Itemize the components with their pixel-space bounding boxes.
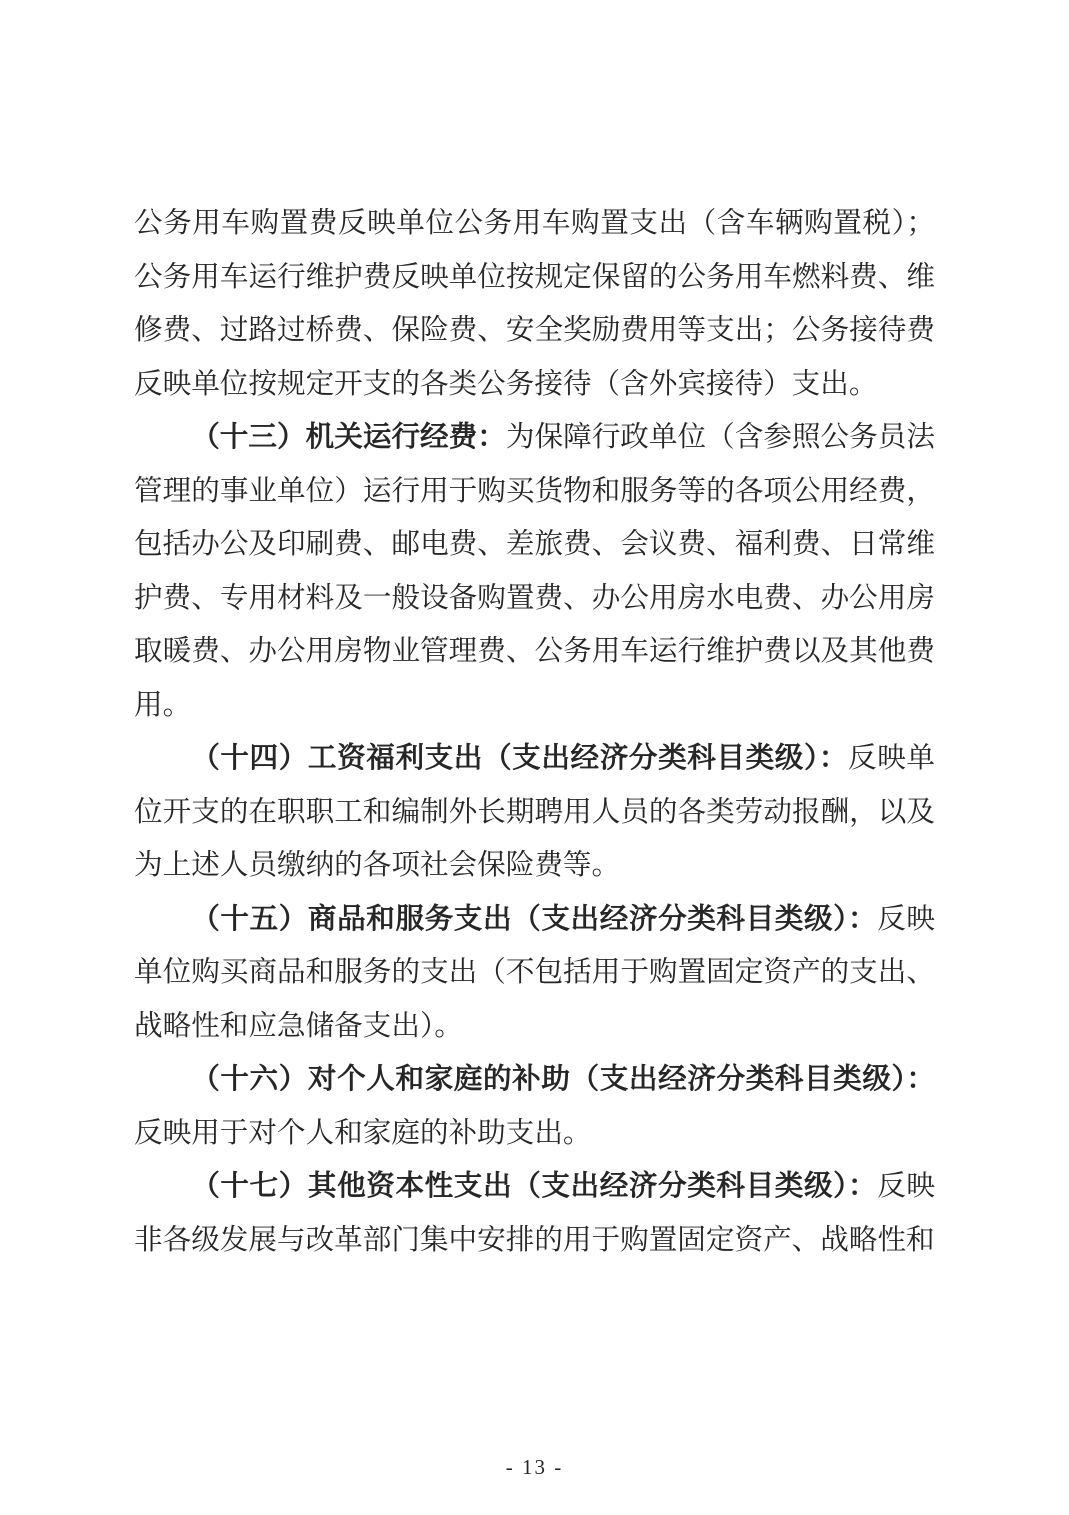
paragraph xyxy=(134,732,935,893)
paragraph xyxy=(134,1053,935,1160)
term-heading: （十三）机关运行经费： xyxy=(191,422,506,453)
paragraph xyxy=(134,197,935,411)
paragraph xyxy=(134,411,935,732)
document-body xyxy=(134,197,935,1267)
paragraph-text: 反映用于对个人和家庭的补助支出。 xyxy=(134,1117,592,1149)
paragraph-text: 反映单位购买商品和服务的支出（不包括用于购置固定资产的支出、战略性和应急储备支出）。 xyxy=(134,903,935,1042)
page-number: - 13 - xyxy=(505,1455,564,1479)
term-heading: （十五）商品和服务支出（支出经济分类科目类级）： xyxy=(191,903,878,935)
term-heading: （十六）对个人和家庭的补助（支出经济分类科目类级）： xyxy=(191,1064,935,1095)
term-heading: （十四）工资福利支出（支出经济分类科目类级）： xyxy=(191,743,849,774)
paragraph xyxy=(134,893,935,1054)
paragraph-text: 反映非各级发展与改革部门集中安排的用于购置固定资产、战略性和 xyxy=(134,1171,935,1256)
paragraph-text: 为保障行政单位（含参照公务员法管理的事业单位）运行用于购买货物和服务等的各项公用经费，包括办公及印刷费、邮电费、差旅费、会议费、福利费、日常维护费、专用材料及一般设备购置费、办公用房水电费、办公用房取暖费、办公用房物业管理费、公务用车运行维护费以及其他费用。 xyxy=(134,422,935,721)
paragraph-text: 反映单位开支的在职职工和编制外长期聘用人员的各类劳动报酬，以及为上述人员缴纳的各项社会保险费等。 xyxy=(134,743,935,881)
term-heading: （十七）其他资本性支出（支出经济分类科目类级）： xyxy=(191,1171,878,1202)
paragraph xyxy=(134,1160,935,1267)
paragraph-text: 公务用车购置费反映单位公务用车购置支出（含车辆购置税）；公务用车运行维护费反映单位按规定保留的公务用车燃料费、维修费、过路过桥费、保险费、安全奖励费用等支出；公务接待费反映单位按规定开支的各类公务接待（含外宾接待）支出。 xyxy=(134,208,935,400)
